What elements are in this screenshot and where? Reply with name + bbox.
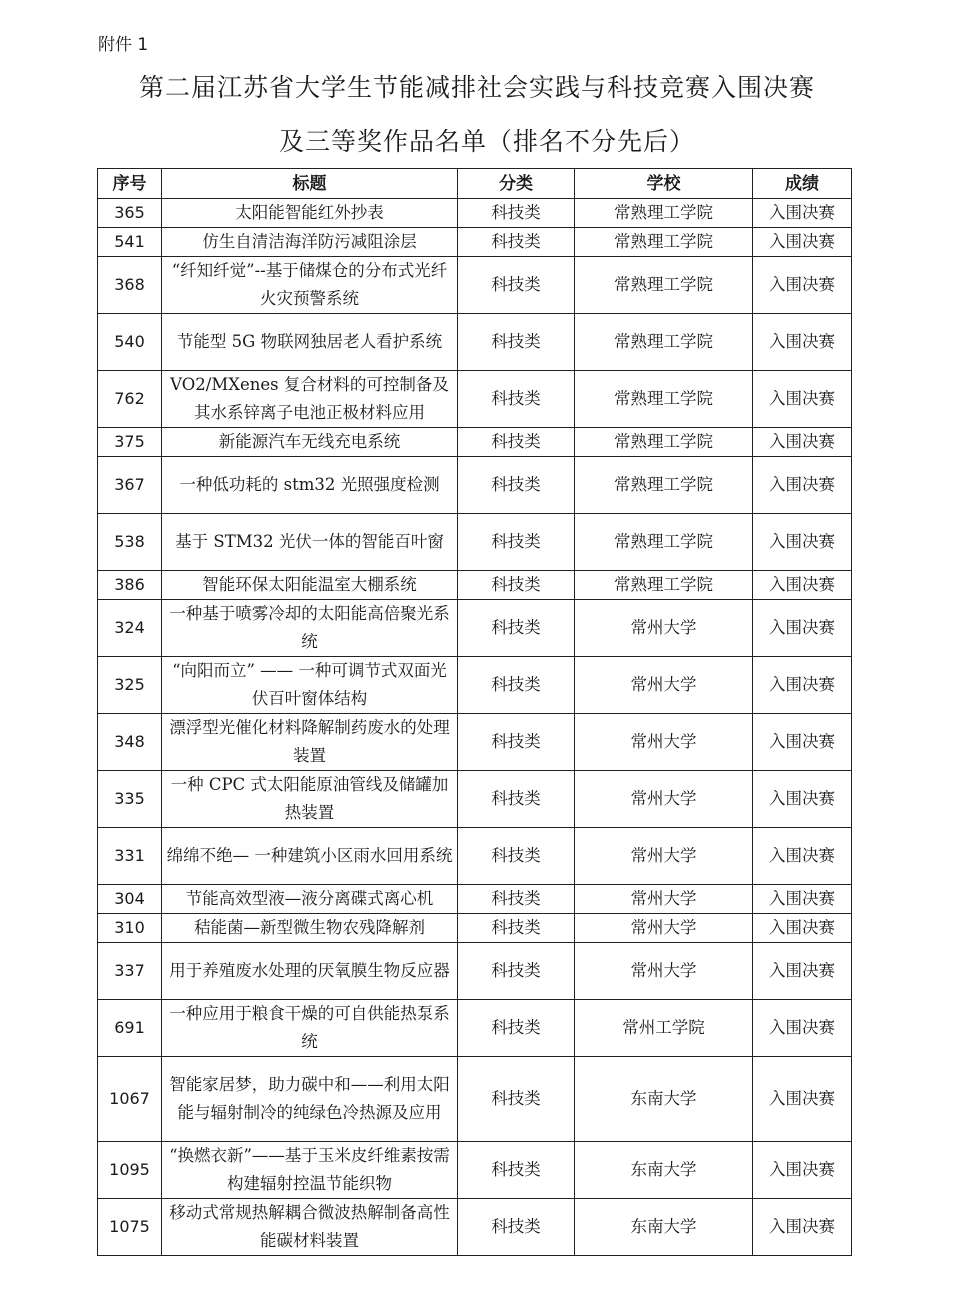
- cell-result: 入围决赛: [753, 600, 852, 657]
- cell-category: 科技类: [458, 1057, 575, 1142]
- cell-category: 科技类: [458, 1142, 575, 1199]
- header-result: 成绩: [753, 169, 852, 199]
- table-row: [98, 1057, 852, 1142]
- cell-id: 540: [98, 314, 162, 371]
- cell-category: 科技类: [458, 657, 575, 714]
- cell-id: 325: [98, 657, 162, 714]
- cell-result: 入围决赛: [753, 314, 852, 371]
- cell-title: 节能型 5G 物联网独居老人看护系统: [162, 314, 458, 371]
- cell-category: 科技类: [458, 828, 575, 885]
- cell-id: 348: [98, 714, 162, 771]
- table-row: [98, 771, 852, 828]
- attachment-label: 附件 1: [98, 35, 149, 55]
- cell-title: 智能家居梦，助力碳中和——利用太阳能与辐射制冷的纯绿色冷热源及应用: [162, 1057, 458, 1142]
- cell-id: 1095: [98, 1142, 162, 1199]
- cell-result: 入围决赛: [753, 428, 852, 457]
- table-row: [98, 600, 852, 657]
- cell-category: 科技类: [458, 714, 575, 771]
- cell-title: 用于养殖废水处理的厌氧膜生物反应器: [162, 943, 458, 1000]
- cell-id: 541: [98, 228, 162, 257]
- cell-title: 太阳能智能红外抄表: [162, 199, 458, 228]
- cell-title: 新能源汽车无线充电系统: [162, 428, 458, 457]
- cell-school: 常熟理工学院: [575, 371, 753, 428]
- cell-title: “纤知纤觉”--基于储煤仓的分布式光纤火灾预警系统: [162, 257, 458, 314]
- cell-result: 入围决赛: [753, 1142, 852, 1199]
- table-row: [98, 571, 852, 600]
- table-row: [98, 257, 852, 314]
- cell-id: 1075: [98, 1199, 162, 1256]
- cell-result: 入围决赛: [753, 571, 852, 600]
- header-id: 序号: [98, 169, 162, 199]
- cell-school: 常熟理工学院: [575, 257, 753, 314]
- cell-category: 科技类: [458, 514, 575, 571]
- cell-id: 368: [98, 257, 162, 314]
- cell-school: 常州大学: [575, 771, 753, 828]
- cell-id: 538: [98, 514, 162, 571]
- cell-id: 762: [98, 371, 162, 428]
- cell-category: 科技类: [458, 771, 575, 828]
- cell-id: 1067: [98, 1057, 162, 1142]
- header-school: 学校: [575, 169, 753, 199]
- cell-result: 入围决赛: [753, 1057, 852, 1142]
- table-header-row: [98, 169, 852, 199]
- cell-title: VO2/MXenes 复合材料的可控制备及其水系锌离子电池正极材料应用: [162, 371, 458, 428]
- cell-id: 335: [98, 771, 162, 828]
- cell-category: 科技类: [458, 457, 575, 514]
- finalist-table: [97, 168, 852, 1256]
- cell-id: 386: [98, 571, 162, 600]
- cell-school: 常熟理工学院: [575, 514, 753, 571]
- header-category: 分类: [458, 169, 575, 199]
- cell-school: 东南大学: [575, 1057, 753, 1142]
- cell-result: 入围决赛: [753, 199, 852, 228]
- cell-category: 科技类: [458, 371, 575, 428]
- table-row: [98, 457, 852, 514]
- cell-category: 科技类: [458, 1199, 575, 1256]
- cell-school: 常州大学: [575, 828, 753, 885]
- cell-result: 入围决赛: [753, 943, 852, 1000]
- cell-result: 入围决赛: [753, 771, 852, 828]
- cell-category: 科技类: [458, 199, 575, 228]
- cell-result: 入围决赛: [753, 657, 852, 714]
- cell-school: 东南大学: [575, 1199, 753, 1256]
- cell-school: 常州工学院: [575, 1000, 753, 1057]
- cell-title: 漂浮型光催化材料降解制药废水的处理装置: [162, 714, 458, 771]
- cell-id: 304: [98, 885, 162, 914]
- table-row: [98, 371, 852, 428]
- cell-result: 入围决赛: [753, 457, 852, 514]
- document-title-line-2: 及三等奖作品名单（排名不分先后）: [278, 127, 695, 156]
- table-row: [98, 828, 852, 885]
- table-row: [98, 885, 852, 914]
- cell-result: 入围决赛: [753, 1000, 852, 1057]
- cell-result: 入围决赛: [753, 828, 852, 885]
- cell-school: 常州大学: [575, 600, 753, 657]
- cell-category: 科技类: [458, 257, 575, 314]
- cell-category: 科技类: [458, 914, 575, 943]
- cell-school: 常州大学: [575, 885, 753, 914]
- table-row: [98, 657, 852, 714]
- cell-result: 入围决赛: [753, 371, 852, 428]
- table-row: [98, 428, 852, 457]
- cell-school: 常州大学: [575, 914, 753, 943]
- cell-school: 常熟理工学院: [575, 314, 753, 371]
- table-row: [98, 314, 852, 371]
- cell-id: 375: [98, 428, 162, 457]
- cell-category: 科技类: [458, 571, 575, 600]
- table-row: [98, 514, 852, 571]
- cell-school: 常州大学: [575, 657, 753, 714]
- cell-category: 科技类: [458, 600, 575, 657]
- cell-school: 常熟理工学院: [575, 428, 753, 457]
- document-title-line-1: 第二届江苏省大学生节能减排社会实践与科技竞赛入围决赛: [138, 73, 815, 102]
- cell-category: 科技类: [458, 228, 575, 257]
- cell-category: 科技类: [458, 1000, 575, 1057]
- cell-school: 常州大学: [575, 943, 753, 1000]
- cell-category: 科技类: [458, 943, 575, 1000]
- cell-result: 入围决赛: [753, 885, 852, 914]
- table-row: [98, 199, 852, 228]
- cell-title: “换燃衣新”——基于玉米皮纤维素按需构建辐射控温节能织物: [162, 1142, 458, 1199]
- cell-title: 基于 STM32 光伏一体的智能百叶窗: [162, 514, 458, 571]
- cell-title: 一种 CPC 式太阳能原油管线及储罐加热装置: [162, 771, 458, 828]
- cell-id: 324: [98, 600, 162, 657]
- cell-school: 常熟理工学院: [575, 457, 753, 514]
- cell-id: 310: [98, 914, 162, 943]
- cell-category: 科技类: [458, 314, 575, 371]
- cell-result: 入围决赛: [753, 228, 852, 257]
- cell-title: 绵绵不绝— 一种建筑小区雨水回用系统: [162, 828, 458, 885]
- table-row: [98, 1000, 852, 1057]
- cell-title: 节能高效型液—液分离碟式离心机: [162, 885, 458, 914]
- cell-title: “向阳而立” —— 一种可调节式双面光伏百叶窗体结构: [162, 657, 458, 714]
- cell-school: 常州大学: [575, 714, 753, 771]
- cell-title: 秸能菌—新型微生物农残降解剂: [162, 914, 458, 943]
- cell-id: 337: [98, 943, 162, 1000]
- cell-title: 一种基于喷雾冷却的太阳能高倍聚光系统: [162, 600, 458, 657]
- cell-school: 常熟理工学院: [575, 199, 753, 228]
- table-body: [98, 199, 852, 1256]
- cell-id: 331: [98, 828, 162, 885]
- cell-school: 东南大学: [575, 1142, 753, 1199]
- table-row: [98, 714, 852, 771]
- cell-title: 移动式常规热解耦合微波热解制备高性能碳材料装置: [162, 1199, 458, 1256]
- cell-title: 一种低功耗的 stm32 光照强度检测: [162, 457, 458, 514]
- table-row: [98, 1199, 852, 1256]
- header-title: 标题: [162, 169, 458, 199]
- cell-title: 仿生自清洁海洋防污减阻涂层: [162, 228, 458, 257]
- table-row: [98, 943, 852, 1000]
- cell-result: 入围决赛: [753, 714, 852, 771]
- cell-category: 科技类: [458, 885, 575, 914]
- cell-title: 一种应用于粮食干燥的可自供能热泵系统: [162, 1000, 458, 1057]
- cell-school: 常熟理工学院: [575, 571, 753, 600]
- cell-result: 入围决赛: [753, 1199, 852, 1256]
- cell-result: 入围决赛: [753, 914, 852, 943]
- cell-id: 365: [98, 199, 162, 228]
- cell-title: 智能环保太阳能温室大棚系统: [162, 571, 458, 600]
- table-row: [98, 228, 852, 257]
- cell-result: 入围决赛: [753, 257, 852, 314]
- cell-result: 入围决赛: [753, 514, 852, 571]
- cell-school: 常熟理工学院: [575, 228, 753, 257]
- table-row: [98, 1142, 852, 1199]
- table-row: [98, 914, 852, 943]
- cell-id: 367: [98, 457, 162, 514]
- cell-category: 科技类: [458, 428, 575, 457]
- cell-id: 691: [98, 1000, 162, 1057]
